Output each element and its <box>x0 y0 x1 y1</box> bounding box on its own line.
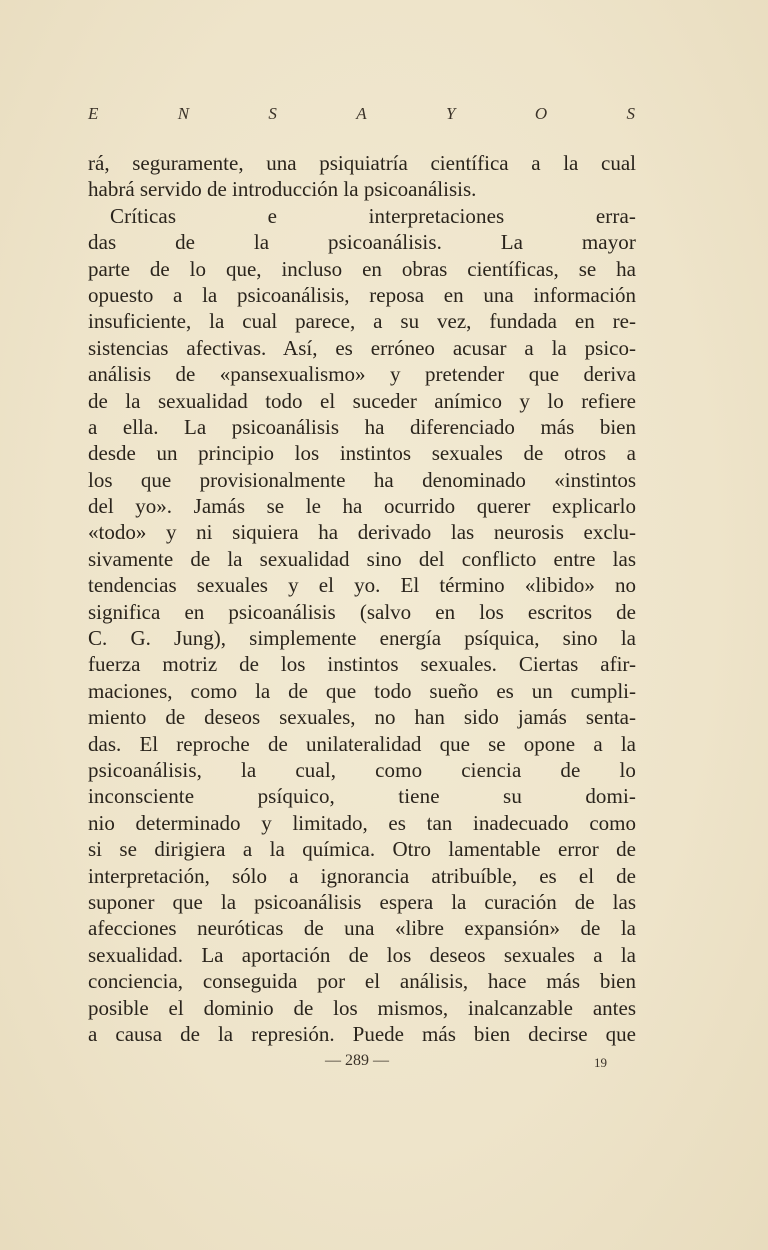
text-line: sivamente de la sexualidad sino del conflicto entre las <box>88 546 636 571</box>
text-line: interpretación, sólo a ignorancia atribuíble, es el de <box>88 863 636 888</box>
text-line: parte de lo que, incluso en obras científicas, se ha <box>88 256 636 281</box>
text-line: maciones, como la de que todo sueño es un cumpli- <box>88 678 636 703</box>
text-line: del yo». Jamás se le ha ocurrido querer explicarlo <box>88 494 636 519</box>
text-line: psicoanálisis, la cual, como ciencia de lo <box>88 757 636 782</box>
running-head-letter: N <box>177 104 191 123</box>
text-line: habrá servido de introducción la psicoanálisis. <box>88 177 477 202</box>
text-line: sexualidad. La aportación de los deseos sexuales a la <box>88 942 636 967</box>
text-line: desde un principio los instintos sexuales de otros a <box>88 441 636 466</box>
text-line: miento de deseos sexuales, no han sido jamás senta- <box>88 705 636 730</box>
text-line: insuficiente, la cual parece, a su vez, fundada en re- <box>88 309 636 334</box>
text-line: das. El reproche de unilateralidad que se opone a la <box>88 731 636 756</box>
text-line: sistencias afectivas. Así, es erróneo acusar a la psico- <box>88 335 636 360</box>
text-line: opuesto a la psicoanálisis, reposa en una información <box>88 282 636 307</box>
text-line: los que provisionalmente ha denominado «instintos <box>88 467 636 492</box>
text-line: C. G. Jung), simplemente energía psíquica, sino la <box>88 626 636 651</box>
text-line: a causa de la represión. Puede más bien decirse que <box>88 1021 636 1046</box>
text-line: a ella. La psicoanálisis ha diferenciado más bien <box>88 414 636 439</box>
text-line: de la sexualidad todo el suceder anímico y lo refiere <box>88 388 636 413</box>
text-line: nio determinado y limitado, es tan inadecuado como <box>88 810 636 835</box>
signature-mark: 19 <box>594 1055 607 1070</box>
text-line: afecciones neuróticas de una «libre expansión» de la <box>88 916 636 941</box>
text-line: suponer que la psicoanálisis espera la curación de las <box>88 889 636 914</box>
text-line: fuerza motriz de los instintos sexuales. Ciertas afir- <box>88 652 636 677</box>
text-line: inconsciente psíquico, tiene su domi- <box>88 784 636 809</box>
running-head <box>88 104 636 124</box>
page-number: — 289 — <box>325 1052 389 1069</box>
running-head-letter: S <box>626 104 636 123</box>
running-head-letter: O <box>534 104 549 123</box>
text-line: análisis de «pansexualismo» y pretender que deriva <box>88 362 636 387</box>
running-head-letter: S <box>268 104 278 123</box>
running-head-letter: A <box>356 104 368 123</box>
text-line: «todo» y ni siquiera ha derivado las neurosis exclu- <box>88 520 636 545</box>
text-line: tendencias sexuales y el yo. El término «libido» no <box>88 573 636 598</box>
text-line: rá, seguramente, una psiquiatría científica a la cual <box>88 151 636 175</box>
text-line: posible el dominio de los mismos, inalcanzable antes <box>88 995 636 1020</box>
running-head-letter: Y <box>446 104 457 123</box>
section-heading-line: Críticas e interpretaciones erra- <box>110 203 636 228</box>
text-line: significa en psicoanálisis (salvo en los escritos de <box>88 599 636 624</box>
section-heading-line: das de la psicoanálisis. La mayor <box>88 230 636 255</box>
running-head-letter: E <box>88 104 100 123</box>
text-line: si se dirigiera a la química. Otro lamentable error de <box>88 837 636 862</box>
body-text <box>88 150 636 1047</box>
text-line: conciencia, conseguida por el análisis, hace más bien <box>88 969 636 994</box>
